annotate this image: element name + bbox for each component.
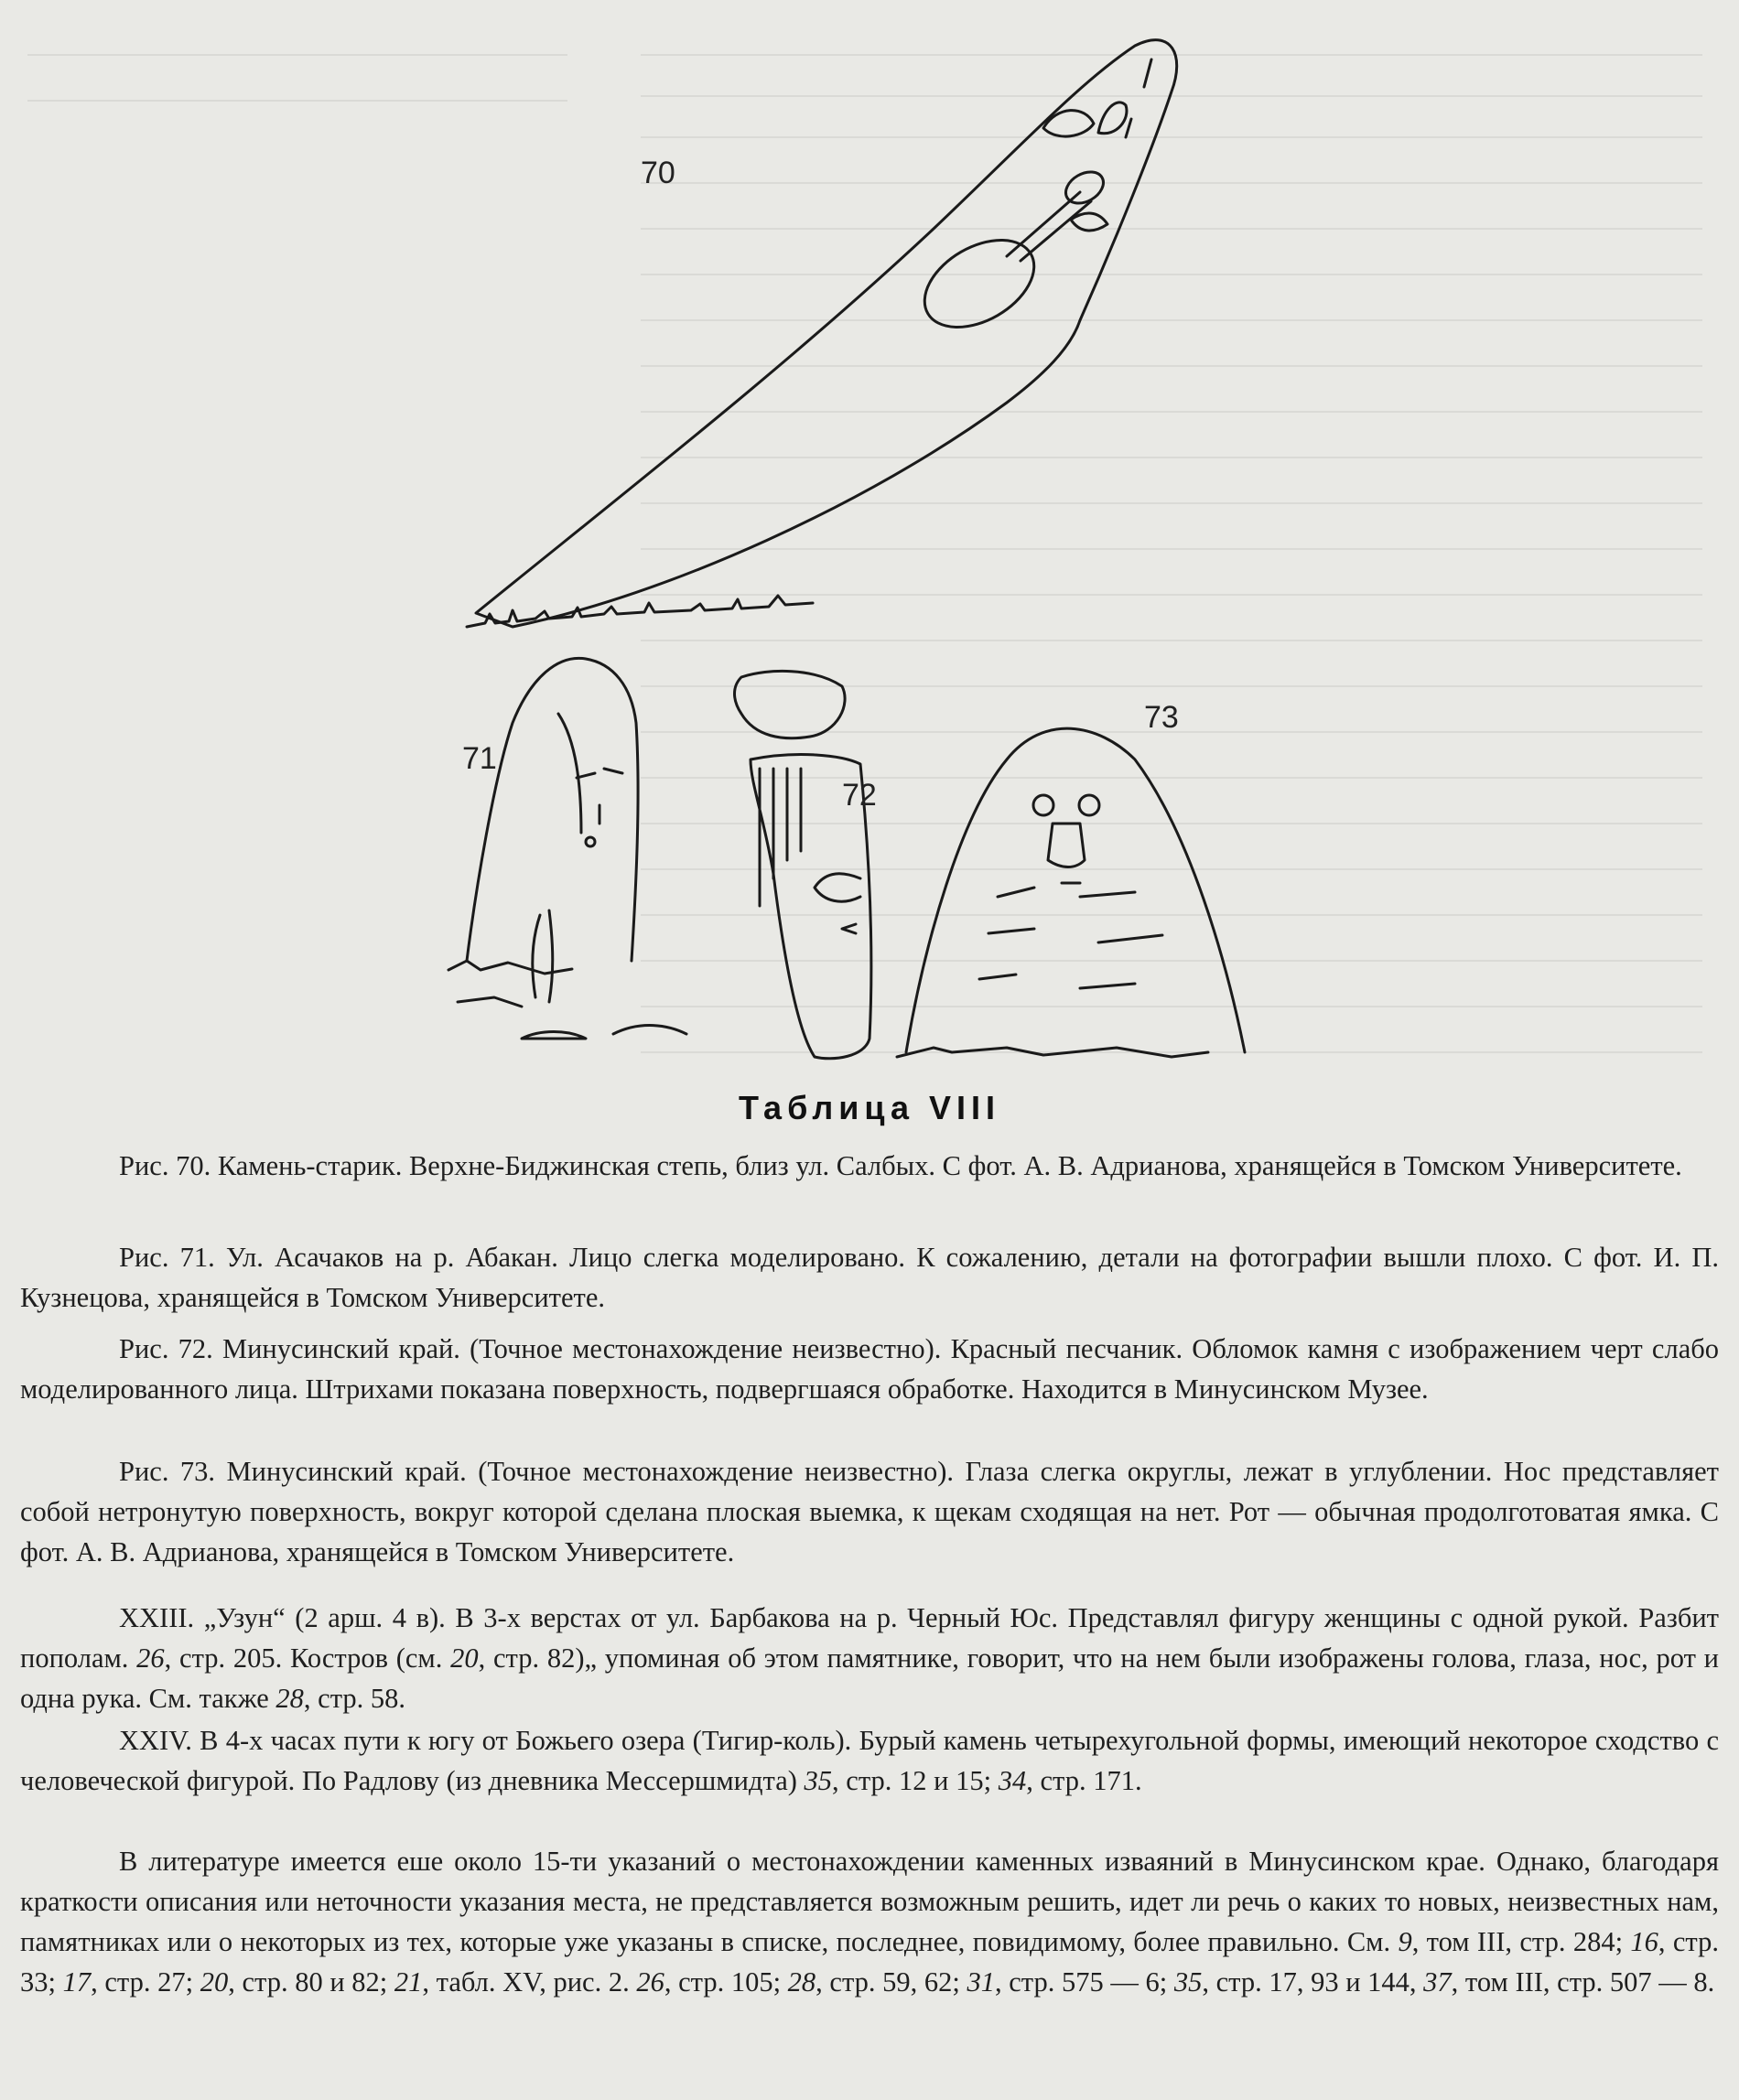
plate-title: Таблица VIII — [738, 1089, 1001, 1126]
figure-label-70: 70 — [641, 156, 675, 190]
figure-label-73: 73 — [1144, 700, 1179, 735]
closing-paragraph: В литературе имеется еше около 15-ти указаний о местонахождении каменных изваяний в Минусинском крае. Однако, благодаря краткости описания или неточности указания места, не представляется возможным решить, идет ли речь о каких то новых, неизвестных нам, памятниках или о некоторых из тех, которые уже указаны в списке, последнее, повидимому, более правильно. См. 9, том III, стр. 284; 16, стр. 33; 17, стр. 27; 20, стр. 80 и 82; 21, табл. XV, рис. 2. 26, стр. 105; 28, стр. 59, 62; 31, стр. 575 — 6; 35, стр. 17, 93 и 144, 37, том III, стр. 507 — 8. — [20, 1846, 1719, 1998]
figure-label-71: 71 — [462, 741, 497, 776]
entry-xxiii: XXIII. „Узун“ (2 арш. 4 в). В 3-х верстах от ул. Барбакова на р. Черный Юс. Представлял фигуру женщины с одной рукой. Разбит пополам. 26, стр. 205. Костров (см. 20, стр. 82)„ упоминая об этом памятнике, говорит, что на нем были изображены голова, глаза, нос, рот и одна рука. См. также 28, стр. 58. — [20, 1602, 1719, 1714]
figure-label-72: 72 — [842, 778, 877, 813]
caption-fig71: Рис. 71. Ул. Асачаков на р. Абакан. Лицо слегка моделировано. К сожалению, детали на фотографии вышли плохо. С фот. И. П. Кузнецова, хранящейся в Томском Университете. — [20, 1242, 1719, 1313]
stone-73-drawing — [897, 728, 1245, 1057]
entry-xxiv: XXIV. В 4-х часах пути к югу от Божьего озера (Тигир-коль). Бурый камень четырехугольной формы, имеющий некоторое сходство с человеческой фигурой. По Радлову (из дневника Мессершмидта) 35, стр. 12 и 15; 34, стр. 171. — [20, 1725, 1719, 1796]
stone-drawings — [439, 18, 1355, 1071]
caption-fig73: Рис. 73. Минусинский край. (Точное местонахождение неизвестно). Глаза слегка округлы, лежат в углублении. Нос представляет собой нетронутую поверхность, вокруг которой сделана плоская выемка, к щекам сходящая на нет. Рот — обычная продолготоватая ямка. С фот. А. В. Адрианова, хранящейся в Томском Университете. — [20, 1456, 1719, 1567]
caption-fig70: Рис. 70. Камень-старик. Верхне-Биджинская степь, близ ул. Салбых. С фот. А. В. Адрианова, хранящейся в Томском Университете. — [119, 1150, 1682, 1181]
caption-fig72: Рис. 72. Минусинский край. (Точное местонахождение неизвестно). Красный песчаник. Обломок камня с изображением черт слабо моделированного лица. Штрихами показана поверхность, подвергшаяся обработке. Находится в Минусинском Музее. — [20, 1333, 1719, 1405]
stone-70-drawing — [476, 40, 1177, 627]
stone-71-drawing — [448, 658, 686, 1039]
plate-figures — [439, 18, 1355, 1071]
